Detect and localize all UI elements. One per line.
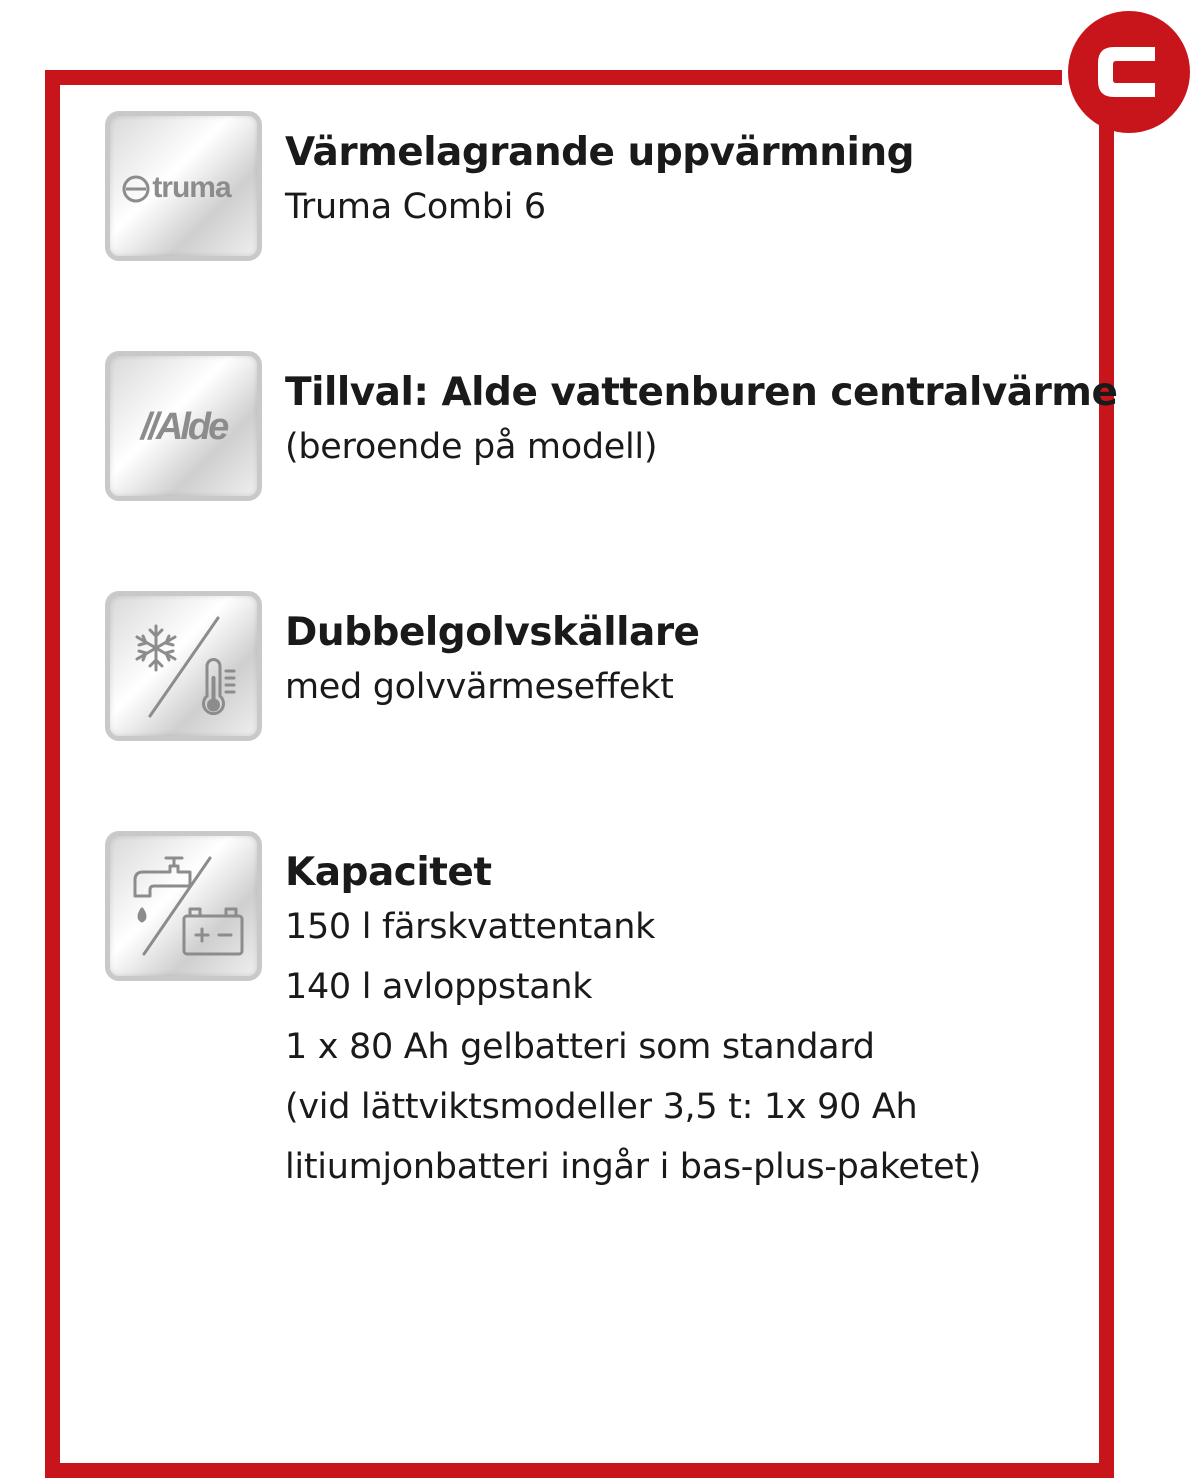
feature-title: Värmelagrande uppvärmning [285,130,915,175]
feature-text [285,849,981,1197]
thermometer-icon [204,660,235,714]
feature-central-heating [105,351,1118,511]
feature-line: 150 l färskvattentank [285,907,656,947]
feature-line: 1 x 80 Ah gelbatteri som standard [285,1027,875,1067]
feature-title: Dubbelgolvskällare [285,610,700,655]
feature-line: med golvvärmeseffekt [285,667,674,707]
feature-double-floor [105,591,1105,751]
red-frame [45,70,1114,1478]
feature-line: litiumjonbatteri ingår i bas-plus-paketet) [285,1147,982,1187]
feature-text [285,369,1117,477]
feature-heating [105,111,1105,271]
water-tap-icon [135,858,190,921]
feature-line: 140 l avloppstank [285,967,593,1007]
feature-text [285,129,914,237]
feature-title: Tillval: Alde vattenburen centralvärme [285,370,1118,415]
alde-icon [105,351,262,501]
snowflake-icon [137,626,175,670]
feature-text [285,609,700,717]
feature-line: (vid lättviktsmodeller 3,5 t: 1x 90 Ah [285,1087,918,1127]
feature-capacity [105,831,1105,1231]
snowflake-thermometer-icon [105,591,262,741]
feature-line: Truma Combi 6 [285,187,546,227]
battery-icon [184,909,242,954]
tap-battery-icon [105,831,262,981]
truma-icon [105,111,262,261]
truma-logo-text: truma [152,171,231,204]
alde-logo-text: //Alde [140,406,227,448]
feature-title: Kapacitet [285,850,492,895]
feature-line: (beroende på modell) [285,427,658,467]
